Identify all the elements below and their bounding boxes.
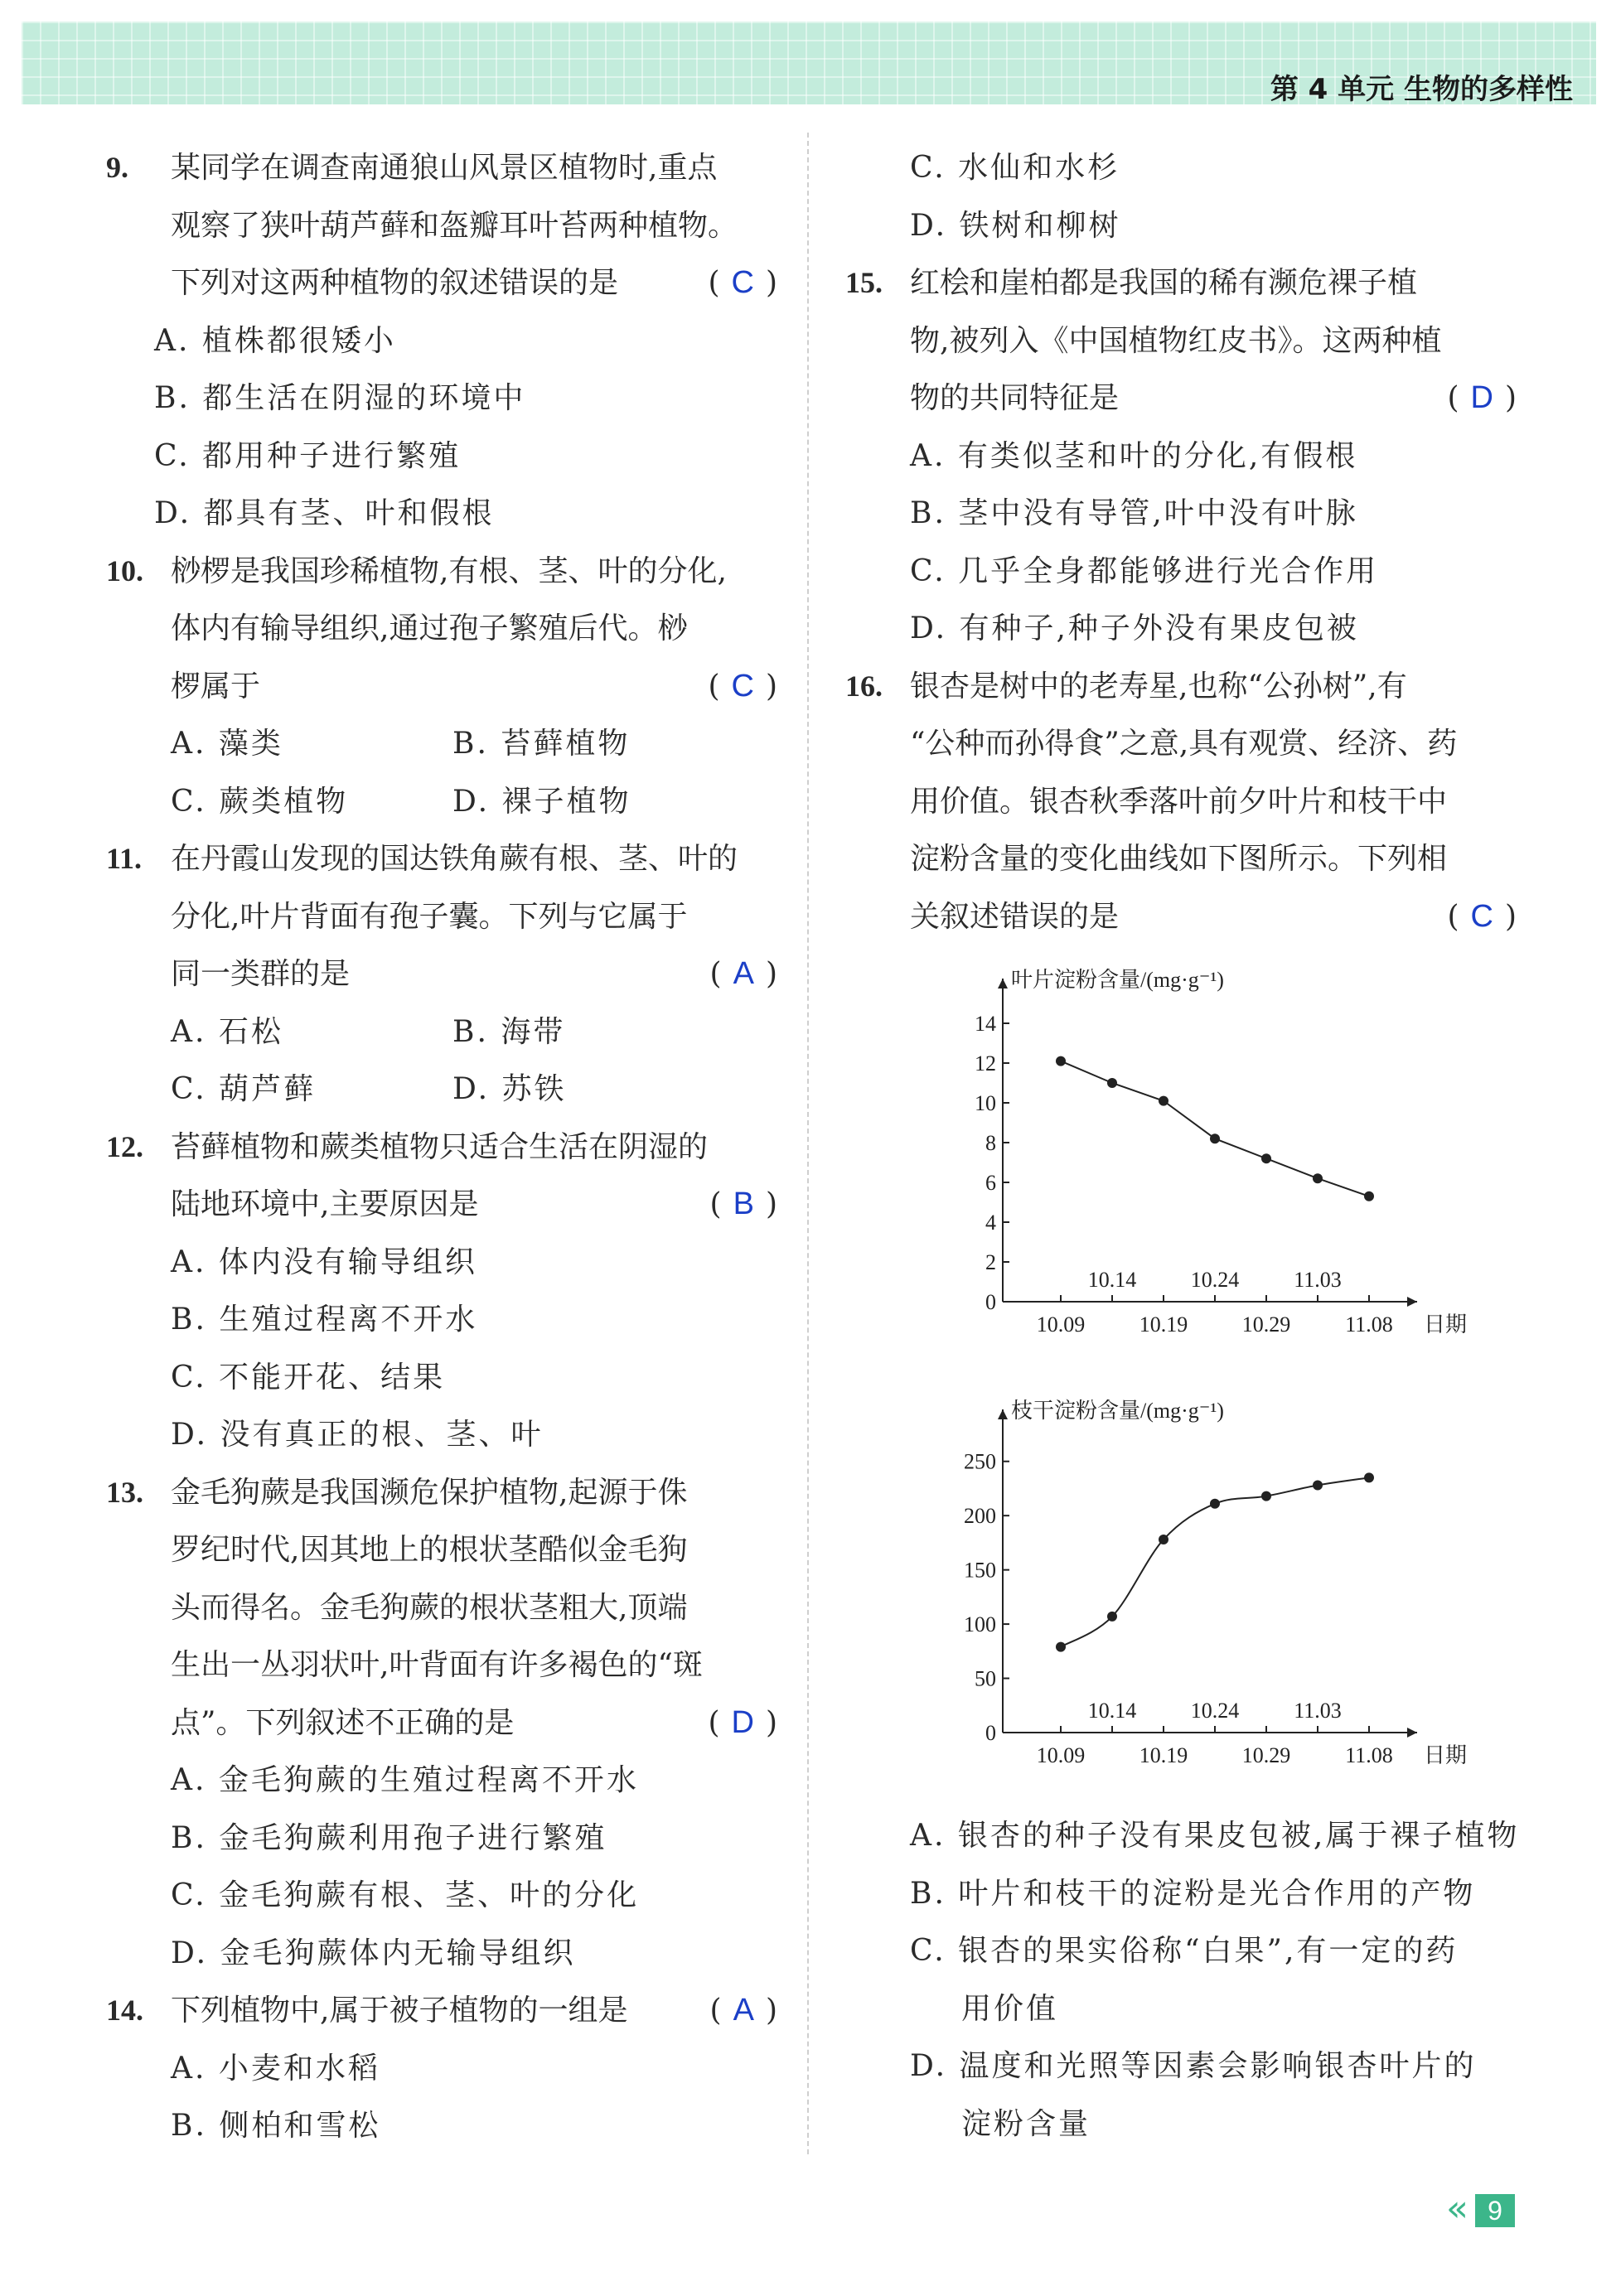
left-column bbox=[106, 139, 777, 2155]
question-text: 红桧和崖柏都是我国的稀有濒危裸子植 bbox=[910, 266, 1418, 300]
option: B. 侧柏和雪松 bbox=[171, 2109, 381, 2143]
question-14 bbox=[106, 1982, 777, 2040]
question-text: 淀粉含量的变化曲线如下图所示。下列相 bbox=[910, 842, 1448, 876]
y-axis-label: 枝干淀粉含量/(mg·g⁻¹) bbox=[1011, 1399, 1224, 1423]
x-tick-label: 10.09 bbox=[1036, 1312, 1086, 1337]
answer-mark: A bbox=[733, 1993, 754, 2028]
question-13 bbox=[106, 1464, 777, 1752]
option: C. 不能开花、结果 bbox=[171, 1360, 446, 1395]
y-tick-label: 14 bbox=[975, 1012, 996, 1036]
x-tick-label: 10.14 bbox=[1087, 1699, 1137, 1723]
question-text: 罗纪时代,因其地上的根状茎酷似金毛狗 bbox=[171, 1533, 688, 1567]
option: C. 蕨类植物 bbox=[171, 784, 349, 819]
unit-title: 第 4 单元 生物的多样性 bbox=[1270, 73, 1573, 106]
y-tick-label: 12 bbox=[975, 1051, 996, 1075]
question-text: 头而得名。金毛狗蕨的根状茎粗大,顶端 bbox=[171, 1590, 688, 1625]
x-tick-label: 10.19 bbox=[1139, 1743, 1188, 1767]
x-tick-label: 11.08 bbox=[1345, 1743, 1393, 1767]
answer-bracket: ( C ) bbox=[1447, 898, 1517, 934]
answer-mark: C bbox=[731, 265, 754, 300]
y-axis-arrow bbox=[998, 979, 1008, 988]
question-text: 在丹霞山发现的国达铁角蕨有根、茎、叶的 bbox=[171, 842, 738, 876]
page-number: 9 bbox=[1475, 2194, 1515, 2227]
option: A. 银杏的种子没有果皮包被,属于裸子植物 bbox=[910, 1819, 1520, 1853]
option: B. 海带 bbox=[452, 1014, 566, 1049]
option: A. 藻类 bbox=[171, 727, 283, 761]
answer-mark: D bbox=[731, 1704, 754, 1740]
question-10 bbox=[106, 543, 777, 716]
question-text: 金毛狗蕨是我国濒危保护植物,起源于侏 bbox=[171, 1475, 688, 1510]
data-point bbox=[1159, 1535, 1168, 1544]
column-divider bbox=[807, 133, 809, 2154]
option: B. 叶片和枝干的淀粉是光合作用的产物 bbox=[910, 1876, 1476, 1911]
x-tick-label: 10.29 bbox=[1241, 1743, 1291, 1767]
y-tick-label: 150 bbox=[964, 1558, 996, 1583]
option-continued: 淀粉含量 bbox=[961, 2106, 1091, 2141]
right-column bbox=[845, 139, 1520, 2153]
question-number: 12. bbox=[106, 1129, 143, 1163]
data-point bbox=[1056, 1056, 1066, 1066]
question-text: 生出一丛羽状叶,叶背面有许多褐色的“斑 bbox=[171, 1648, 703, 1682]
option-row bbox=[106, 773, 777, 831]
answer-bracket: ( D ) bbox=[1447, 380, 1517, 415]
answer-bracket: ( B ) bbox=[709, 1187, 777, 1221]
data-point bbox=[1210, 1499, 1220, 1509]
data-point bbox=[1056, 1642, 1066, 1652]
question-number: 11. bbox=[106, 842, 143, 875]
question-text: 桫椤是我国珍稀植物,有根、茎、叶的分化, bbox=[171, 553, 727, 588]
page-chevron-icon: « bbox=[1446, 2187, 1468, 2230]
answer-bracket: ( C ) bbox=[708, 668, 777, 703]
answer-mark: B bbox=[733, 1187, 754, 1221]
option: D. 铁树和柳树 bbox=[910, 208, 1121, 243]
question-11 bbox=[106, 830, 777, 1003]
series-line bbox=[1061, 1061, 1369, 1196]
data-point bbox=[1364, 1192, 1374, 1201]
answer-bracket: ( A ) bbox=[709, 956, 777, 991]
question-text: 下列对这两种植物的叙述错误的是 bbox=[171, 266, 619, 300]
option: D. 苏铁 bbox=[452, 1072, 567, 1106]
x-tick-label: 10.29 bbox=[1241, 1312, 1291, 1337]
y-tick-label: 100 bbox=[964, 1612, 996, 1637]
data-point bbox=[1210, 1133, 1220, 1143]
option: D. 裸子植物 bbox=[452, 784, 631, 819]
x-axis-label: 日期 bbox=[1424, 1312, 1468, 1337]
y-axis-label: 叶片淀粉含量/(mg·g⁻¹) bbox=[1011, 968, 1224, 992]
x-tick-label: 11.03 bbox=[1294, 1699, 1342, 1723]
question-text: 椤属于 bbox=[171, 669, 261, 703]
option-row bbox=[106, 1003, 777, 1061]
question-number: 13. bbox=[106, 1475, 143, 1509]
option-row bbox=[106, 1061, 777, 1119]
question-text: 同一类群的是 bbox=[171, 957, 351, 991]
question-16 bbox=[845, 658, 1517, 946]
question-9 bbox=[106, 139, 777, 312]
data-point bbox=[1107, 1078, 1117, 1088]
x-tick-label: 11.03 bbox=[1294, 1268, 1342, 1292]
data-point bbox=[1313, 1481, 1323, 1491]
y-tick-label: 0 bbox=[985, 1721, 996, 1745]
answer-mark: C bbox=[1470, 898, 1493, 934]
y-tick-label: 2 bbox=[985, 1250, 996, 1274]
question-text: 用价值。银杏秋季落叶前夕叶片和枝干中 bbox=[910, 784, 1448, 819]
answer-mark: D bbox=[1470, 380, 1493, 415]
data-point bbox=[1261, 1153, 1271, 1163]
option: A. 植株都很矮小 bbox=[154, 323, 396, 358]
data-point bbox=[1107, 1612, 1117, 1622]
question-text: 物,被列入《中国植物红皮书》。这两种植 bbox=[910, 323, 1442, 358]
option: C. 都用种子进行繁殖 bbox=[154, 438, 462, 473]
option-row bbox=[106, 715, 777, 773]
question-12 bbox=[106, 1119, 777, 1234]
x-axis-label: 日期 bbox=[1424, 1743, 1468, 1767]
option: C. 水仙和水杉 bbox=[910, 151, 1120, 185]
option: A. 金毛狗蕨的生殖过程离不开水 bbox=[171, 1763, 639, 1797]
option: D. 有种子,种子外没有果皮包被 bbox=[910, 611, 1359, 645]
x-axis-arrow bbox=[1407, 1297, 1417, 1307]
option: C. 金毛狗蕨有根、茎、叶的分化 bbox=[171, 1878, 640, 1912]
option: C. 银杏的果实俗称“白果”,有一定的药 bbox=[910, 1934, 1459, 1968]
y-tick-label: 50 bbox=[975, 1666, 996, 1691]
y-tick-label: 8 bbox=[985, 1131, 996, 1155]
y-tick-label: 200 bbox=[964, 1504, 996, 1529]
x-tick-label: 10.24 bbox=[1190, 1268, 1240, 1292]
option: B. 苔藓植物 bbox=[452, 727, 631, 761]
data-point bbox=[1313, 1173, 1323, 1183]
y-tick-label: 10 bbox=[975, 1091, 996, 1115]
branch-starch-chart bbox=[845, 1376, 1517, 1807]
y-tick-label: 250 bbox=[964, 1449, 996, 1474]
option: D. 金毛狗蕨体内无输导组织 bbox=[171, 1936, 576, 1970]
question-text: 银杏是树中的老寿星,也称“公孙树”,有 bbox=[910, 669, 1407, 703]
option: D. 温度和光照等因素会影响银杏叶片的 bbox=[910, 2049, 1477, 2083]
option: B. 茎中没有导管,叶中没有叶脉 bbox=[910, 496, 1358, 530]
x-tick-label: 10.14 bbox=[1087, 1268, 1137, 1292]
question-text: 分化,叶片背面有孢子囊。下列与它属于 bbox=[171, 899, 688, 934]
data-point bbox=[1364, 1472, 1374, 1482]
option: B. 都生活在阴湿的环境中 bbox=[154, 381, 526, 415]
option: B. 金毛狗蕨利用孢子进行繁殖 bbox=[171, 1820, 607, 1855]
question-number: 10. bbox=[106, 553, 143, 587]
y-axis-arrow bbox=[998, 1409, 1008, 1419]
question-number: 16. bbox=[845, 669, 883, 703]
question-number: 14. bbox=[106, 1994, 143, 2027]
answer-bracket: ( D ) bbox=[708, 1704, 777, 1740]
answer-bracket: ( A ) bbox=[709, 1993, 777, 2028]
question-text: 某同学在调查南通狼山风景区植物时,重点 bbox=[171, 151, 718, 185]
option: A. 石松 bbox=[171, 1014, 283, 1049]
data-point bbox=[1159, 1096, 1168, 1106]
leaf-starch-chart-svg bbox=[845, 945, 1517, 1376]
option: C. 几乎全身都能够进行光合作用 bbox=[910, 553, 1379, 588]
x-tick-label: 11.08 bbox=[1345, 1312, 1393, 1337]
y-tick-label: 6 bbox=[985, 1171, 996, 1195]
answer-mark: C bbox=[731, 668, 754, 703]
option: B. 生殖过程离不开水 bbox=[171, 1303, 478, 1337]
question-text: “公种而孙得食”之意,具有观赏、经济、药 bbox=[910, 727, 1458, 761]
question-number: 15. bbox=[845, 266, 883, 299]
x-tick-label: 10.09 bbox=[1036, 1743, 1086, 1767]
x-tick-label: 10.19 bbox=[1139, 1312, 1188, 1337]
question-text: 陆地环境中,主要原因是 bbox=[171, 1187, 479, 1221]
question-text: 体内有输导组织,通过孢子繁殖后代。桫 bbox=[171, 611, 688, 645]
question-number: 9. bbox=[106, 151, 128, 184]
question-text: 关叙述错误的是 bbox=[910, 899, 1120, 934]
option: D. 都具有茎、叶和假根 bbox=[154, 496, 495, 530]
answer-bracket: ( C ) bbox=[708, 265, 777, 300]
y-tick-label: 0 bbox=[985, 1290, 996, 1314]
data-point bbox=[1261, 1491, 1271, 1501]
question-text: 苔藓植物和蕨类植物只适合生活在阴湿的 bbox=[171, 1129, 709, 1164]
question-15 bbox=[845, 254, 1517, 428]
option: C. 葫芦藓 bbox=[171, 1072, 317, 1106]
question-text: 物的共同特征是 bbox=[910, 381, 1120, 415]
option-continued: 用价值 bbox=[961, 1991, 1059, 2026]
question-text: 点”。下列叙述不正确的是 bbox=[171, 1705, 515, 1740]
option: A. 小麦和水稻 bbox=[171, 2051, 380, 2086]
answer-mark: A bbox=[733, 956, 754, 991]
question-text: 下列植物中,属于被子植物的一组是 bbox=[171, 1994, 628, 2028]
option: A. 有类似茎和叶的分化,有假根 bbox=[910, 438, 1358, 473]
branch-starch-chart-svg bbox=[845, 1376, 1517, 1807]
question-text: 观察了狭叶葫芦藓和盔瓣耳叶苔两种植物。 bbox=[171, 208, 738, 243]
y-tick-label: 4 bbox=[985, 1211, 996, 1235]
x-tick-label: 10.24 bbox=[1190, 1699, 1240, 1723]
leaf-starch-chart bbox=[845, 945, 1517, 1376]
option: D. 没有真正的根、茎、叶 bbox=[171, 1418, 544, 1452]
x-axis-arrow bbox=[1407, 1728, 1417, 1738]
option: A. 体内没有输导组织 bbox=[171, 1245, 477, 1279]
